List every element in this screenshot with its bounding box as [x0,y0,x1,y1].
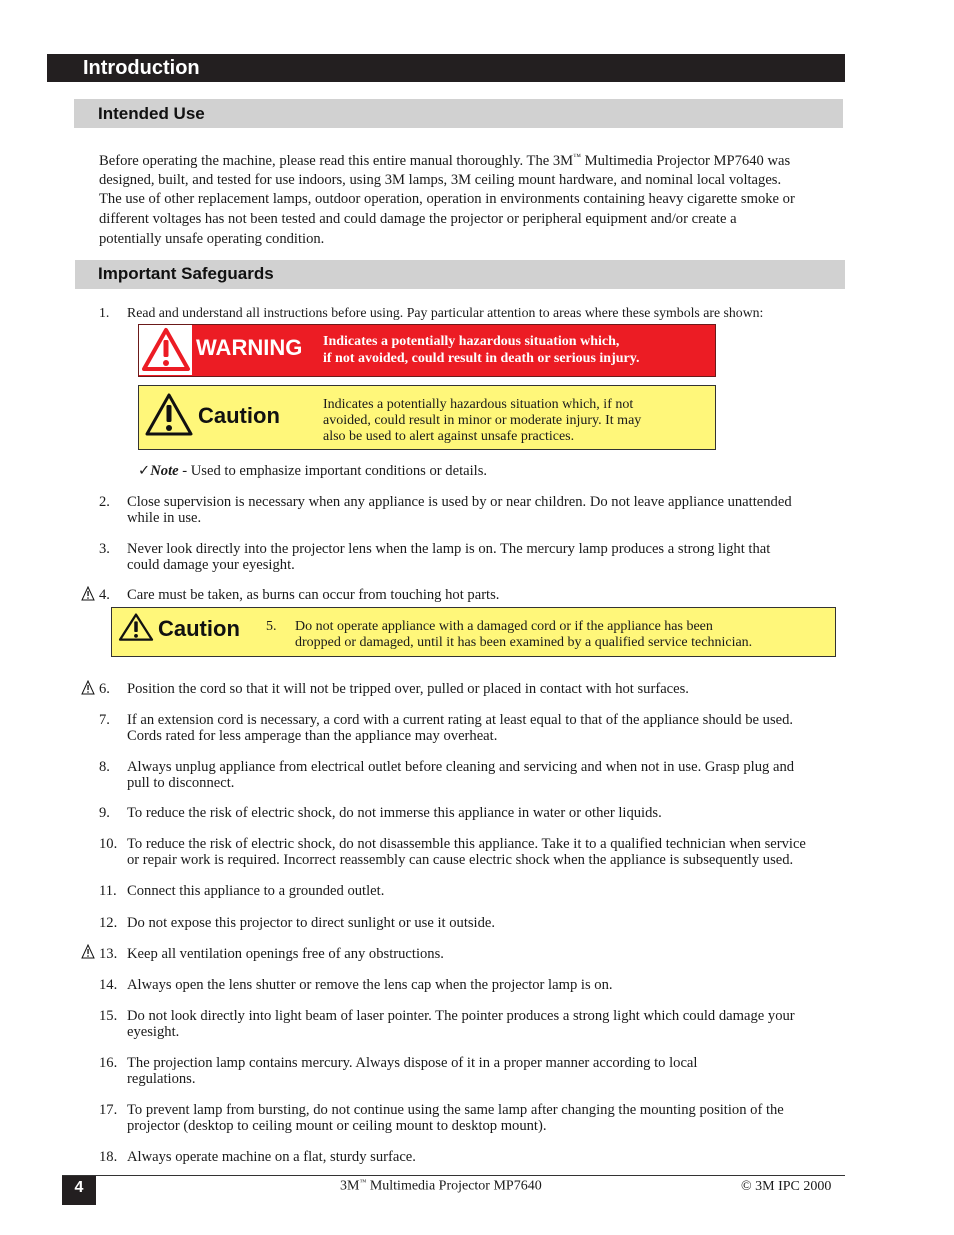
subsection-title-intended-use: Intended Use [98,104,205,123]
section-title: Introduction [83,57,200,79]
warning-triangle-icon [141,327,191,373]
footer-rule [62,1175,845,1176]
footer-copyright: © 3M IPC 2000 [741,1179,832,1194]
caution-triangle-icon [117,613,155,642]
caution-label: Caution [158,616,240,641]
caution-small-icon [81,680,95,696]
caution-triangle-icon [144,392,194,438]
list-item: 1. Read and understand all instructions before using. Pay particular attention to areas where these symbols are shown: [99,305,764,320]
warning-description: Indicates a potentially hazardous situation which, if not avoided, could result in death or serious injury. [323,334,640,366]
caution-small-icon [81,586,95,602]
check-icon: ✓ [138,463,151,479]
intended-use-paragraph: Before operating the machine, please read this entire manual thoroughly. The 3M™ Multimedia Projector MP7640 was designed, built, and tested for use indoors, using 3M lamps, 3M ceiling mount hardware, and nominal local voltages. The use of other replacement lamps, outdoor operation, operation in environments containing heavy cigarette smoke or different voltages has not been tested and could damage the projector or peripheral equipment and/or create a potentially unsafe operating condition. [99,152,795,248]
caution-label: Caution [198,403,280,428]
page-number: 4 [62,1176,96,1205]
item5-text: Do not operate appliance with a damaged cord or if the appliance has been dropped or damaged, until it has been examined by a qualified service technician. [295,619,753,650]
footer-product: 3M™ Multimedia Projector MP7640 [340,1178,542,1194]
warning-label: WARNING [196,335,303,360]
subsection-title-safeguards: Important Safeguards [98,264,274,283]
caution-small-icon [81,944,95,960]
caution-description: Indicates a potentially hazardous situation which, if not avoided, could result in minor or moderate injury. It may also be used to alert against unsafe practices. [323,397,642,444]
item5-number: 5. [266,619,277,634]
note-line: ✓Note - Used to emphasize important conditions or details. [138,463,488,479]
